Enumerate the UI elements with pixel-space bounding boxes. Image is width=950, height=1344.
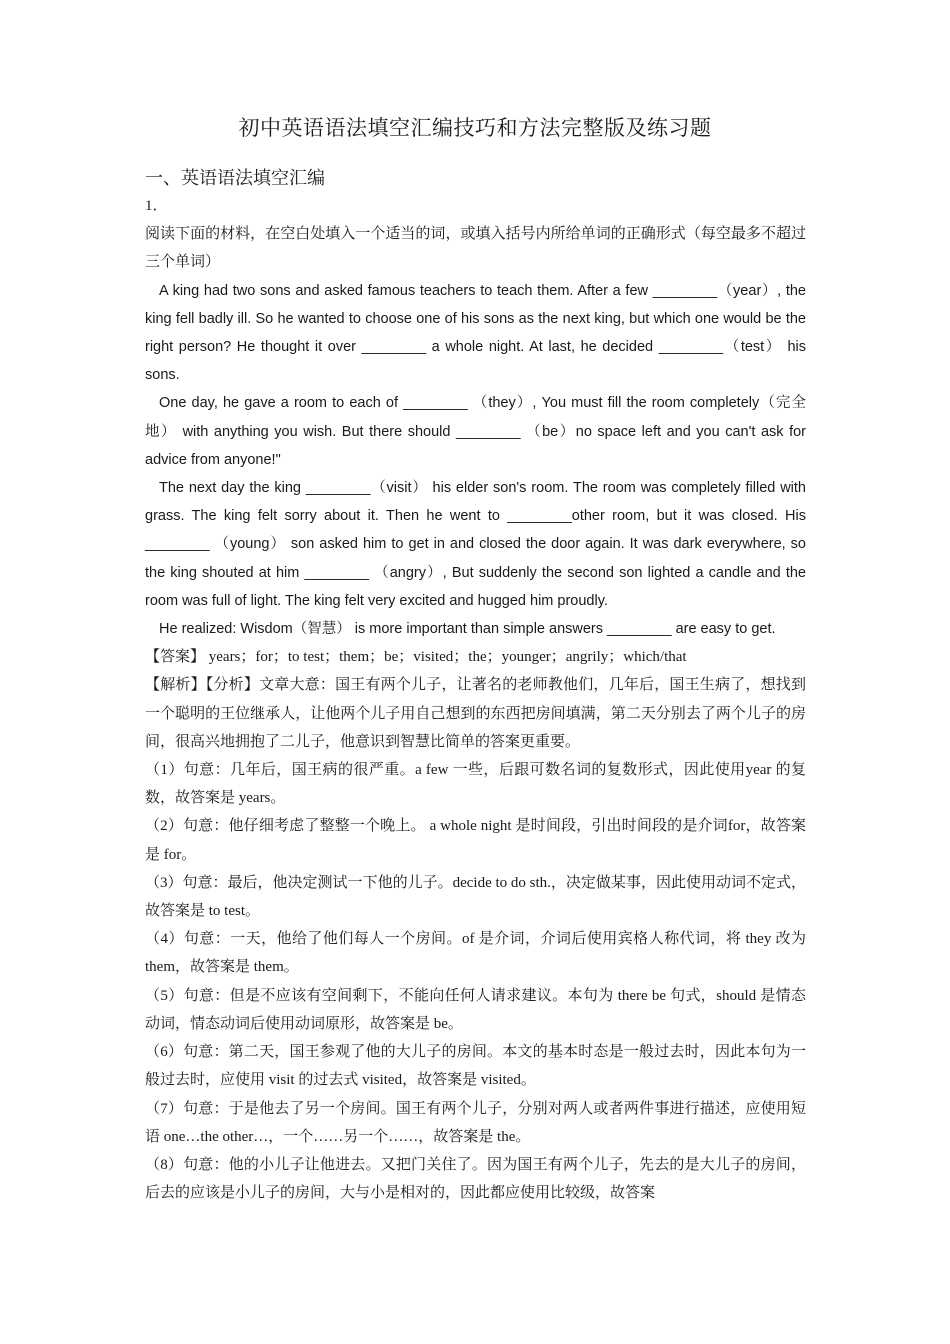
analysis-item: （6）句意：第二天，国王参观了他的大儿子的房间。本文的基本时态是一般过去时，因此本句为一般过去时，应使用 visit 的过去式 visited，故答案是 visited。 [145,1044,806,1089]
analysis-item: （7）句意：于是他去了另一个房间。国王有两个儿子，分别对两人或者两件事进行描述，应使用短语 one…the other…，一个……另一个……，故答案是 the。 [145,1100,806,1145]
passage-paragraph: The next day the king ________（visit） his elder son's room. The room was completely filled with grass. The king felt sorry about it. Then he went to ________other room, but it was closed. His ________ （young） son asked him to get in and closed the door again. It was dark everywhere, so the king shouted at him ________ （angry）, But suddenly the second son lighted a candle and the room was full of light. The king felt very excited and hugged him proudly. [145,480,806,609]
analysis-item: （3）句意：最后，他决定测试一下他的儿子。decide to do sth.，决定做某事，因此使用动词不定式，故答案是 to test。 [145,874,806,920]
section-heading: 一、英语语法填空汇编 [145,168,325,188]
passage-paragraph: One day, he gave a room to each of ________ （they）, You must fill the room completely（完全地） with anything you wish. But there should ________ （be）no space left and you can't ask for advice from anyone!" [145,395,806,468]
question-number: 1． [145,198,168,214]
document-body [145,192,806,1207]
passage-paragraph: A king had two sons and asked famous teachers to teach them. After a few ________（year）, the king fell badly ill. So he wanted to choose one of his sons as the next king, but which one would be the right person? He thought it over ________ a whole night. At last, he decided ________（test） his sons. [145,282,806,384]
analysis-item: （2）句意：他仔细考虑了整整一个晚上。 a whole night 是时间段，引出时间段的是介词for，故答案是 for。 [145,818,806,863]
analysis-intro: 【解析】【分析】文章大意：国王有两个儿子，让著名的老师教他们，几年后，国王生病了，想找到一个聪明的王位继承人，让他两个儿子用自己想到的东西把房间填满，第二天分别去了两个儿子的房间，很高兴地拥抱了二儿子，他意识到智慧比简单的答案更重要。 [145,677,806,750]
analysis-item: （8）句意：他的小儿子让他进去。又把门关住了。因为国王有两个儿子，先去的是大儿子的房间，后去的应该是小儿子的房间，大与小是相对的，因此都应使用比较级，故答案 [145,1156,806,1202]
instructions: 阅读下面的材料，在空白处填入一个适当的词，或填入括号内所给单词的正确形式（每空最多不超过三个单词） [145,226,806,271]
passage-paragraph: He realized: Wisdom（智慧） is more important than simple answers ________ are easy to get. [159,621,776,638]
analysis-item: （1）句意：几年后，国王病的很严重。a few 一些，后跟可数名词的复数形式，因此使用year 的复数，故答案是 years。 [145,762,806,807]
answer-line: 【答案】 years；for；to test；them；be；visited；the；younger；angrily；which/that [145,649,687,666]
analysis-item: （4）句意：一天，他给了他们每人一个房间。of 是介词，介词后使用宾格人称代词，将 they 改为 them，故答案是 them。 [145,931,806,976]
page-title: 初中英语语法填空汇编技巧和方法完整版及练习题 [238,116,712,140]
analysis-item: （5）句意：但是不应该有空间剩下，不能向任何人请求建议。本句为 there be 句式，should 是情态动词，情态动词后使用动词原形，故答案是 be。 [145,987,806,1032]
